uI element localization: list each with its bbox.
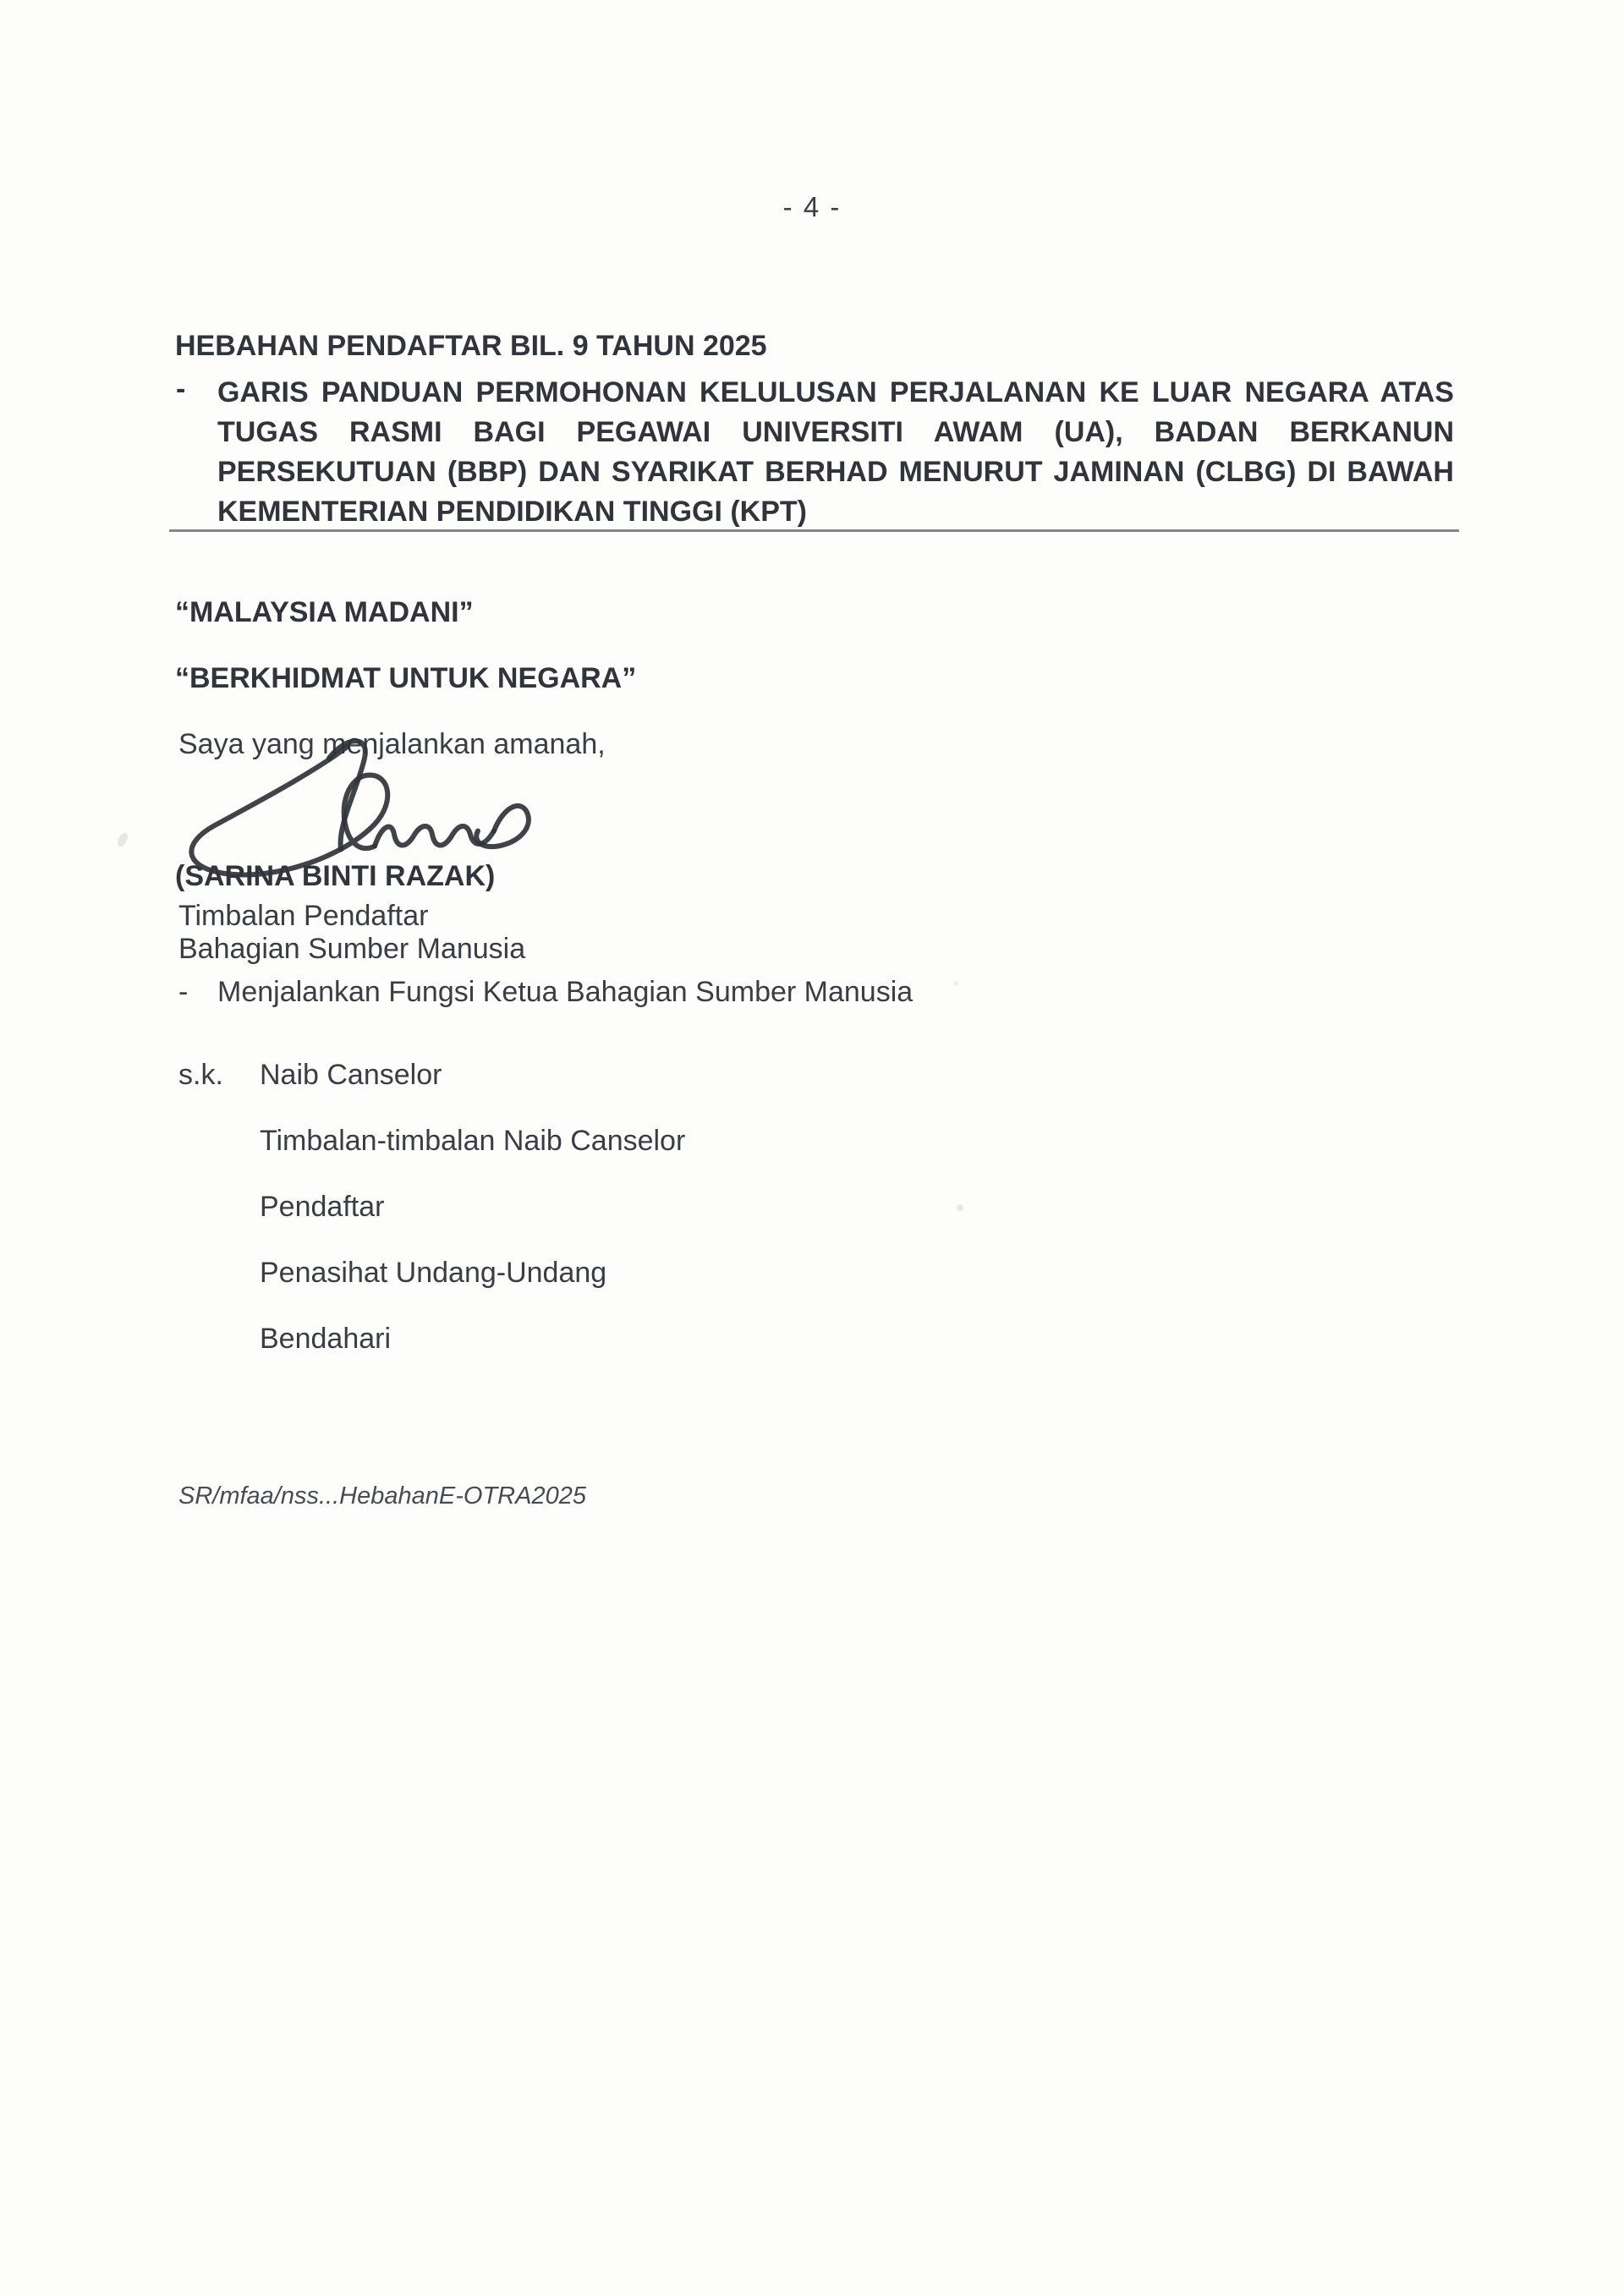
subject-bullet-dash: - xyxy=(176,373,186,405)
subject-line: TUGAS RASMI BAGI PEGAWAI UNIVERSITI AWAM (UA), BADAN BERKANUN xyxy=(217,416,1454,448)
scan-speckle xyxy=(957,1204,963,1211)
cc-recipient: Timbalan-timbalan Naib Canselor xyxy=(260,1125,686,1157)
signatory-name: (SARINA BINTI RAZAK) xyxy=(175,860,496,892)
subject-line: PERSEKUTUAN (BBP) DAN SYARIKAT BERHAD MENURUT JAMINAN (CLBG) DI BAWAH xyxy=(217,456,1454,488)
slogan-berkhidmat-untuk-negara: “BERKHIDMAT UNTUK NEGARA” xyxy=(175,662,637,694)
role-note-dash: - xyxy=(178,976,189,1008)
page-number: - 4 - xyxy=(782,191,842,222)
cc-label: s.k. xyxy=(178,1059,223,1091)
subject-line: GARIS PANDUAN PERMOHONAN KELULUSAN PERJALANAN KE LUAR NEGARA ATAS xyxy=(217,376,1454,408)
signatory-department: Bahagian Sumber Manusia xyxy=(178,933,526,965)
cc-recipient: Bendahari xyxy=(260,1323,392,1355)
divider-rule xyxy=(169,529,1459,532)
footer-reference: SR/mfaa/nss...HebahanE-OTRA2025 xyxy=(178,1482,586,1510)
signature-stroke xyxy=(191,747,387,875)
closing-salutation: Saya yang menjalankan amanah, xyxy=(178,728,606,760)
slogan-malaysia-madani: “MALAYSIA MADANI” xyxy=(175,596,474,628)
signatory-title: Timbalan Pendaftar xyxy=(178,900,429,932)
cc-recipient: Naib Canselor xyxy=(260,1059,442,1091)
signatory-role-note: Menjalankan Fungsi Ketua Bahagian Sumber Manusia xyxy=(217,976,914,1008)
subject-line: KEMENTERIAN PENDIDIKAN TINGGI (KPT) xyxy=(217,496,807,528)
subject-paragraph xyxy=(217,373,1454,532)
cc-recipient: Penasihat Undang-Undang xyxy=(260,1257,607,1289)
scan-speckle xyxy=(115,831,129,849)
cc-recipient: Pendaftar xyxy=(260,1191,385,1223)
scan-speckle xyxy=(953,981,958,986)
announcement-title: HEBAHAN PENDAFTAR BIL. 9 TAHUN 2025 xyxy=(175,330,767,362)
